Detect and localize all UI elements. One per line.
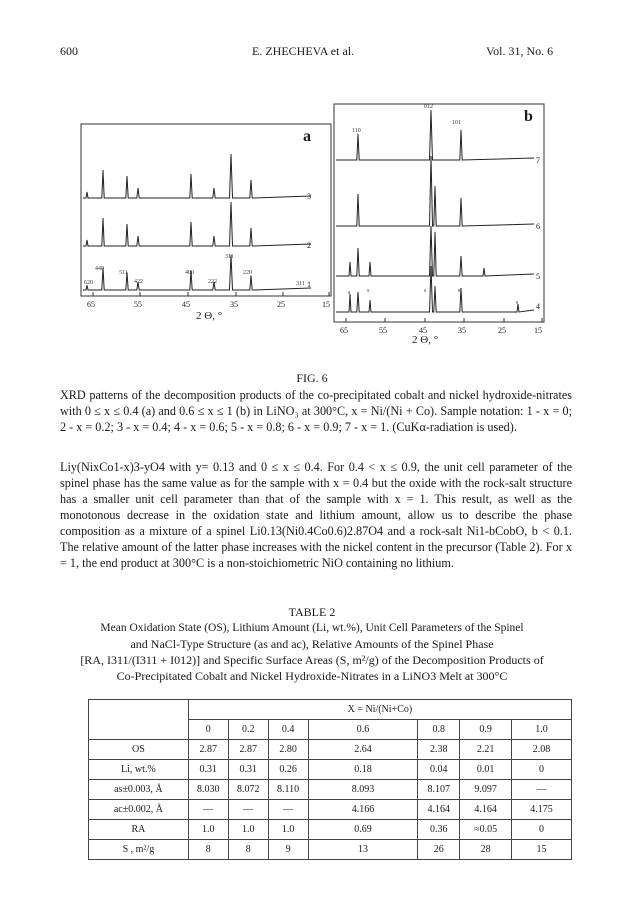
column-header: 0.9 bbox=[460, 720, 512, 740]
column-header: 1.0 bbox=[512, 720, 572, 740]
marker-s-5: s bbox=[516, 300, 519, 306]
row-label: Li, wt.% bbox=[89, 760, 189, 780]
panel-b-frame bbox=[334, 104, 544, 322]
panel-a-xtick-65: 65 bbox=[87, 300, 95, 309]
table-cell: 8 bbox=[228, 840, 268, 860]
panel-a-xtick-25: 25 bbox=[277, 300, 285, 309]
xrd-trace-b-5 bbox=[336, 226, 534, 276]
table-cell: 8.093 bbox=[308, 780, 418, 800]
panel-a-xlabel: 2 Θ, ° bbox=[196, 310, 223, 322]
table-cell: 8.072 bbox=[228, 780, 268, 800]
xrd-trace-b-7 bbox=[336, 110, 534, 160]
xrd-trace-a-1 bbox=[83, 255, 311, 290]
table-label: TABLE 2 bbox=[288, 605, 336, 619]
curve-label-4: 4 bbox=[536, 302, 540, 311]
table-cell: 2.38 bbox=[418, 740, 460, 760]
table-cell: 4.175 bbox=[512, 800, 572, 820]
volume-issue: Vol. 31, No. 6 bbox=[486, 44, 554, 58]
table-cell: 2.87 bbox=[228, 740, 268, 760]
table-title-line-1: Mean Oxidation State (OS), Lithium Amount (Li, wt.%), Unit Cell Parameters of the Spinel bbox=[100, 622, 524, 634]
panel-b-xlabel: 2 Θ, ° bbox=[412, 334, 439, 346]
panel-a-xtick-55: 55 bbox=[134, 300, 142, 309]
table-cell: 13 bbox=[308, 840, 418, 860]
table-title-line-3: [RA, I311/(I311 + I012)] and Specific Surface Areas (S, m²/g) of the Decomposition Products of bbox=[80, 653, 544, 667]
table-cell: 2.08 bbox=[512, 740, 572, 760]
table-cell: — bbox=[228, 800, 268, 820]
table-cell: 0.69 bbox=[308, 820, 418, 840]
column-header: 0.8 bbox=[418, 720, 460, 740]
peak-label-012: 012 bbox=[424, 104, 433, 110]
table-row bbox=[89, 840, 572, 860]
table-cell: 8.110 bbox=[268, 780, 308, 800]
table-cell: 1.0 bbox=[188, 820, 228, 840]
table-cell: 4.164 bbox=[418, 800, 460, 820]
table-title-line-4: Co-Precipitated Cobalt and Nickel Hydroxide-Nitrates in a LiNO3 Melt at 300°C bbox=[116, 669, 508, 683]
panel-a-xtick-15: 15 bbox=[322, 300, 330, 309]
table-cell: — bbox=[512, 780, 572, 800]
table-group-header-row bbox=[89, 700, 572, 720]
panel-a-letter: a bbox=[303, 128, 311, 145]
panel-b-xtick-15: 15 bbox=[534, 326, 542, 335]
table-cell: 0.01 bbox=[460, 760, 512, 780]
row-label: as±0.003, Å bbox=[89, 780, 189, 800]
peak-label-222: 222 bbox=[208, 279, 217, 285]
figure-caption: XRD patterns of the decomposition products of the co-precipitated cobalt and nickel hydroxide-nitrates with 0 ≤ x ≤ 0.4 (a) and 0.6 ≤ x ≤ 1 (b) in LiNO₃ at 300°C, x = Ni/(Ni + Co). Sample notation: 1 - x = 0; 2 - x = 0.2; 3 - x = 0.4; 4 - x = 0.6; 5 - x = 0.8; 6 - x = 0.9; 7 - x = 1. (CuKα-radiation is used). bbox=[60, 388, 572, 434]
panel-b-xtick-35: 35 bbox=[458, 326, 466, 335]
table-cell: 0.31 bbox=[188, 760, 228, 780]
table-cell: ≈0.05 bbox=[460, 820, 512, 840]
curve-label-7: 7 bbox=[536, 156, 540, 165]
peak-label-311-top: 311 bbox=[225, 254, 234, 260]
row-label: OS bbox=[89, 740, 189, 760]
xrd-panel-b-plot bbox=[334, 104, 546, 344]
panel-a-xtick-35: 35 bbox=[230, 300, 238, 309]
table-group-header: X = Ni/(Ni+Co) bbox=[188, 700, 571, 720]
table-cell: 4.164 bbox=[460, 800, 512, 820]
marker-s-3: s bbox=[424, 288, 427, 294]
curve-label-3: 3 bbox=[307, 192, 311, 201]
peak-label-400: 400 bbox=[185, 270, 194, 276]
xrd-trace-a-3 bbox=[83, 154, 311, 198]
panel-b-letter: b bbox=[524, 108, 533, 125]
panel-b-xtick-25: 25 bbox=[498, 326, 506, 335]
table-cell: 0.36 bbox=[418, 820, 460, 840]
panel-a-xtick-45: 45 bbox=[182, 300, 190, 309]
table-cell: 2.21 bbox=[460, 740, 512, 760]
table-cell: 2.87 bbox=[188, 740, 228, 760]
table-corner-cell-2 bbox=[89, 720, 189, 740]
table-cell: 0.18 bbox=[308, 760, 418, 780]
peak-label-440: 440 bbox=[95, 266, 104, 272]
table-cell: 1.0 bbox=[228, 820, 268, 840]
table-cell: 26 bbox=[418, 840, 460, 860]
row-label: RA bbox=[89, 820, 189, 840]
table-cell: 0 bbox=[512, 820, 572, 840]
table-title-line-2: and NaCl-Type Structure (as and ac), Relative Amounts of the Spinel Phase bbox=[130, 637, 494, 651]
table-row bbox=[89, 820, 572, 840]
peak-label-220: 220 bbox=[243, 270, 252, 276]
table-cell: 0.31 bbox=[228, 760, 268, 780]
table-cell: 9.097 bbox=[460, 780, 512, 800]
peak-label-311-right: 311 bbox=[296, 281, 305, 287]
table-cell: 1.0 bbox=[268, 820, 308, 840]
table-cell: — bbox=[188, 800, 228, 820]
table-row bbox=[89, 740, 572, 760]
panel-b-xtick-65: 65 bbox=[340, 326, 348, 335]
column-header: 0.4 bbox=[268, 720, 308, 740]
table-row bbox=[89, 780, 572, 800]
xrd-trace-a-2 bbox=[83, 202, 311, 246]
table-corner-cell bbox=[89, 700, 189, 720]
body-paragraph: Liy(NixCo1-x)3-yO4 with y= 0.13 and 0 ≤ x ≤ 0.4. For 0.4 < x ≤ 0.9, the unit cell parameter of the spinel phase has the same value as for the sample with x = 0.4 but the oxide with the rock-salt structure has a smaller unit cell parameter than that of the sample with x = 1. This result, as well as the monotonous decrease in the oxidation state and lithium amount, allow us to describe the phase composition as a mixture of a spinel Li0.13(Ni0.4Co0.6)2.87O4 and a rock-salt Ni1-bCobO, b < 0.1. The relative amount of the latter phase increases with the nickel content in the precursor (Table 2). For x = 1, the end product at 300°C is a non-stoichiometric NiO containing no lithium. bbox=[60, 460, 572, 570]
panel-a-ticks bbox=[93, 292, 329, 296]
table-cell: 2.80 bbox=[268, 740, 308, 760]
table-cell: 2.64 bbox=[308, 740, 418, 760]
peak-label-511: 511 bbox=[119, 270, 128, 276]
peak-label-620: 620 bbox=[84, 280, 93, 286]
table-cell: 8 bbox=[188, 840, 228, 860]
table-cell: 28 bbox=[460, 840, 512, 860]
panel-b-xtick-55: 55 bbox=[379, 326, 387, 335]
running-authors: E. ZHECHEVA et al. bbox=[252, 44, 355, 58]
column-header: 0.2 bbox=[228, 720, 268, 740]
panel-b-curves bbox=[336, 110, 534, 312]
table-cell: 0.26 bbox=[268, 760, 308, 780]
marker-s-1: s bbox=[348, 290, 351, 296]
marker-s-4: s bbox=[458, 288, 461, 294]
table-column-header-row bbox=[89, 720, 572, 740]
column-header: 0.6 bbox=[308, 720, 418, 740]
column-header: 0 bbox=[188, 720, 228, 740]
table-cell: 9 bbox=[268, 840, 308, 860]
panel-b-ticks bbox=[346, 318, 542, 322]
peak-label-422: 422 bbox=[134, 279, 143, 285]
row-label: ac±0.002, Å bbox=[89, 800, 189, 820]
curve-label-2: 2 bbox=[307, 241, 311, 250]
table-cell: 0.04 bbox=[418, 760, 460, 780]
table-cell: 8.107 bbox=[418, 780, 460, 800]
table-row bbox=[89, 800, 572, 820]
panel-a-curves bbox=[83, 154, 311, 290]
table-cell: 15 bbox=[512, 840, 572, 860]
table-cell: 8.030 bbox=[188, 780, 228, 800]
curve-label-5: 5 bbox=[536, 272, 540, 281]
peak-label-101: 101 bbox=[452, 120, 461, 126]
xrd-panel-a-plot bbox=[81, 124, 333, 324]
table-cell: 0 bbox=[512, 760, 572, 780]
table-title bbox=[40, 620, 584, 684]
row-label: S , m²/g bbox=[89, 840, 189, 860]
table-cell: — bbox=[268, 800, 308, 820]
data-table bbox=[88, 699, 572, 860]
curve-label-6: 6 bbox=[536, 222, 540, 231]
xrd-trace-b-4 bbox=[336, 266, 534, 312]
figure-panel-a bbox=[81, 124, 333, 324]
marker-s-2: s bbox=[367, 288, 370, 294]
figure-panel-b bbox=[334, 104, 546, 344]
page-number: 600 bbox=[60, 44, 78, 58]
figure-label: FIG. 6 bbox=[296, 371, 328, 385]
table-row bbox=[89, 760, 572, 780]
peak-label-110: 110 bbox=[352, 128, 361, 134]
panel-b-xtick-45: 45 bbox=[419, 326, 427, 335]
table-cell: 4.166 bbox=[308, 800, 418, 820]
curve-label-1: 1 bbox=[307, 280, 311, 289]
xrd-trace-b-6 bbox=[336, 156, 534, 226]
